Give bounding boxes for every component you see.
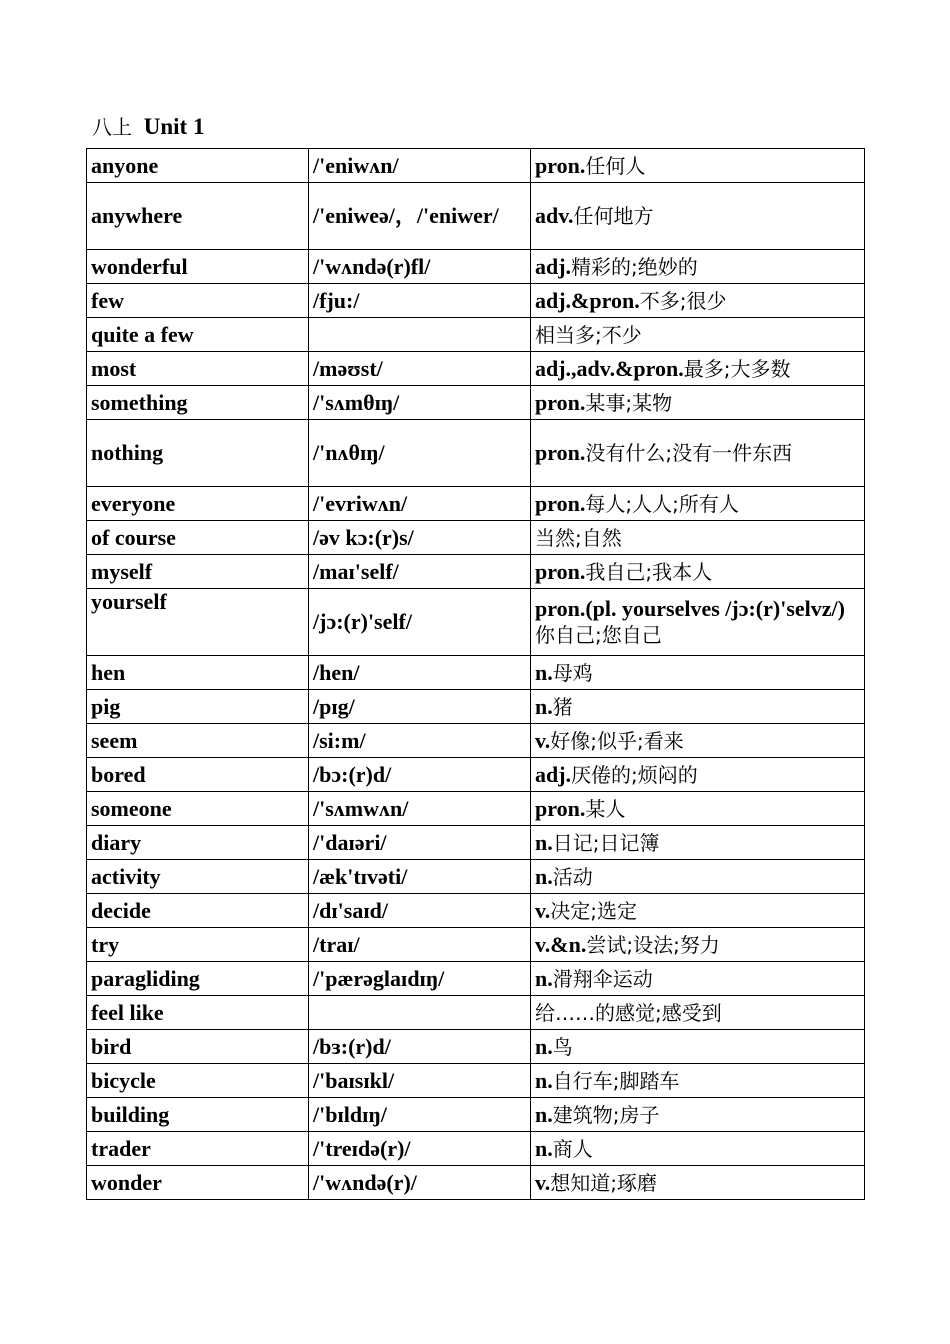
vocab-phonetic: /'eniweə/，/'eniwer/ [309, 183, 531, 250]
vocab-meaning [531, 555, 865, 589]
vocab-meaning [531, 928, 865, 962]
vocab-part-of-speech: n. [535, 965, 553, 991]
vocabulary-table [86, 148, 865, 1200]
vocab-row [87, 724, 865, 758]
vocab-meaning [531, 1098, 865, 1132]
vocab-row [87, 894, 865, 928]
vocab-phonetic: /'nʌθɪŋ/ [309, 420, 531, 487]
vocab-phonetic: /'baɪsɪkl/ [309, 1064, 531, 1098]
vocab-meaning [531, 724, 865, 758]
vocab-part-of-speech: n. [535, 1135, 553, 1161]
vocab-chinese-meaning: 任何地方 [573, 204, 654, 228]
vocab-word: myself [87, 555, 309, 589]
vocab-word: few [87, 284, 309, 318]
vocab-chinese-meaning: 自行车;脚踏车 [552, 1068, 680, 1093]
vocab-phonetic: /bɜ:(r)d/ [309, 1030, 531, 1064]
vocabulary-table-body [87, 149, 865, 1200]
vocab-phonetic: /'sʌmwʌn/ [309, 792, 531, 826]
vocab-part-of-speech: v. [535, 1169, 551, 1195]
vocab-word: someone [87, 792, 309, 826]
vocab-chinese-meaning: 最多;大多数 [683, 356, 791, 381]
vocab-word: anywhere [87, 183, 309, 250]
vocab-part-of-speech: pron. [535, 490, 586, 516]
vocab-phonetic: /'sʌmθɪŋ/ [309, 386, 531, 420]
vocab-word: decide [87, 894, 309, 928]
vocab-part-of-speech: pron. [535, 795, 586, 821]
vocab-word: trader [87, 1132, 309, 1166]
vocab-meaning [531, 1030, 865, 1064]
vocab-word: paragliding [87, 962, 309, 996]
vocab-phonetic: /'treɪdə(r)/ [309, 1132, 531, 1166]
vocab-phonetic: /'wʌndə(r)fl/ [309, 250, 531, 284]
vocab-word: wonder [87, 1166, 309, 1200]
vocab-row [87, 487, 865, 521]
vocab-word: seem [87, 724, 309, 758]
vocab-chinese-meaning: 母鸡 [552, 660, 593, 685]
vocab-row [87, 928, 865, 962]
vocab-row [87, 996, 865, 1030]
vocab-part-of-speech: n. [535, 829, 553, 855]
vocab-part-of-speech: n. [535, 659, 553, 685]
vocab-meaning [531, 487, 865, 521]
vocab-part-of-speech: pron. [535, 558, 586, 584]
vocab-word: try [87, 928, 309, 962]
vocab-word: hen [87, 656, 309, 690]
vocab-chinese-meaning: 商人 [552, 1136, 593, 1161]
vocab-row [87, 589, 865, 656]
vocab-phonetic: /bɔ:(r)d/ [309, 758, 531, 792]
vocab-row [87, 1064, 865, 1098]
vocab-chinese-meaning: 尝试;设法;努力 [586, 932, 720, 957]
vocab-part-of-speech: pron. [535, 152, 586, 178]
vocab-row [87, 352, 865, 386]
vocab-word: bird [87, 1030, 309, 1064]
vocab-row [87, 690, 865, 724]
vocab-row [87, 420, 865, 487]
vocab-part-of-speech: v.&n. [535, 931, 587, 957]
vocab-phonetic: /hen/ [309, 656, 531, 690]
vocab-part-of-speech: v. [535, 897, 551, 923]
vocab-meaning [531, 962, 865, 996]
vocab-chinese-meaning: 没有什么;没有一件东西 [585, 441, 793, 465]
vocab-phonetic: /pɪg/ [309, 690, 531, 724]
vocab-word: bicycle [87, 1064, 309, 1098]
vocab-chinese-meaning: 相当多;不少 [535, 322, 642, 347]
vocab-row [87, 149, 865, 183]
vocab-phonetic: /əv kɔ:(r)s/ [309, 521, 531, 555]
vocab-chinese-meaning: 我自己;我本人 [585, 559, 713, 584]
vocab-row [87, 656, 865, 690]
vocab-phonetic: /'pærəglaɪdɪŋ/ [309, 962, 531, 996]
vocab-meaning [531, 1132, 865, 1166]
vocab-meaning [531, 656, 865, 690]
page-heading [92, 112, 204, 142]
vocab-part-of-speech: adj. [535, 761, 572, 787]
vocab-chinese-meaning: 厌倦的;烦闷的 [571, 762, 698, 787]
vocab-meaning [531, 826, 865, 860]
vocab-meaning [531, 1064, 865, 1098]
vocab-phonetic: /jɔ:(r)'self/ [309, 589, 531, 656]
vocab-row [87, 1098, 865, 1132]
vocab-word: anyone [87, 149, 309, 183]
vocab-meaning [531, 250, 865, 284]
vocab-chinese-meaning: 任何人 [585, 153, 646, 178]
vocab-row [87, 1166, 865, 1200]
vocab-phonetic: /fju:/ [309, 284, 531, 318]
vocab-word: most [87, 352, 309, 386]
vocab-word: everyone [87, 487, 309, 521]
vocab-meaning [531, 690, 865, 724]
vocab-phonetic [309, 996, 531, 1030]
vocab-part-of-speech: adj.,adv.&pron. [535, 355, 684, 381]
vocab-phonetic: /'wʌndə(r)/ [309, 1166, 531, 1200]
vocab-word: feel like [87, 996, 309, 1030]
vocab-row [87, 183, 865, 250]
vocab-part-of-speech: pron.(pl. yourselves /jɔ:(r)'selvz/) [535, 596, 845, 621]
vocab-word: something [87, 386, 309, 420]
vocab-chinese-meaning: 建筑物;房子 [552, 1102, 660, 1127]
vocab-word: nothing [87, 420, 309, 487]
vocab-phonetic: /dɪ'saɪd/ [309, 894, 531, 928]
vocab-phonetic: /traɪ/ [309, 928, 531, 962]
vocab-phonetic: /æk'tɪvəti/ [309, 860, 531, 894]
vocab-chinese-meaning: 每人;人人;所有人 [585, 491, 739, 516]
vocab-meaning [531, 149, 865, 183]
vocab-chinese-meaning: 好像;似乎;看来 [550, 728, 684, 753]
vocab-row [87, 555, 865, 589]
vocab-part-of-speech: pron. [535, 389, 586, 415]
vocab-meaning [531, 420, 865, 487]
vocab-meaning [531, 589, 865, 656]
vocab-row [87, 386, 865, 420]
vocab-phonetic: /'evriwʌn/ [309, 487, 531, 521]
vocab-word: diary [87, 826, 309, 860]
vocab-meaning [531, 352, 865, 386]
vocab-meaning [531, 386, 865, 420]
vocab-chinese-meaning: 当然;自然 [535, 525, 622, 550]
vocab-row [87, 318, 865, 352]
vocab-row [87, 1030, 865, 1064]
vocab-phonetic: /'eniwʌn/ [309, 149, 531, 183]
vocab-meaning [531, 996, 865, 1030]
heading-unit: Unit 1 [143, 114, 205, 139]
vocab-row [87, 962, 865, 996]
vocab-chinese-meaning: 鸟 [552, 1034, 573, 1059]
vocab-meaning [531, 792, 865, 826]
vocab-meaning [531, 860, 865, 894]
vocab-phonetic: /məʊst/ [309, 352, 531, 386]
vocab-phonetic: /'daɪəri/ [309, 826, 531, 860]
vocab-part-of-speech: adv. [535, 203, 574, 228]
vocab-meaning [531, 1166, 865, 1200]
vocab-meaning [531, 318, 865, 352]
vocab-meaning [531, 521, 865, 555]
vocab-word: quite a few [87, 318, 309, 352]
vocab-part-of-speech: adj.&pron. [535, 287, 640, 313]
vocab-part-of-speech: adj. [535, 253, 572, 279]
vocab-row [87, 826, 865, 860]
vocab-chinese-meaning: 给……的感觉;感受到 [535, 1000, 722, 1025]
vocab-part-of-speech: n. [535, 693, 553, 719]
vocab-phonetic: /'bɪldɪŋ/ [309, 1098, 531, 1132]
vocab-meaning [531, 758, 865, 792]
vocab-chinese-meaning: 不多;很少 [639, 288, 727, 313]
vocab-phonetic: /maɪ'self/ [309, 555, 531, 589]
vocab-word: wonderful [87, 250, 309, 284]
heading-grade: 八上 [92, 115, 132, 139]
vocab-chinese-meaning: 你自己;您自己 [535, 623, 662, 647]
vocab-row [87, 521, 865, 555]
vocab-part-of-speech: pron. [535, 440, 586, 465]
vocab-part-of-speech: v. [535, 727, 551, 753]
vocab-word: building [87, 1098, 309, 1132]
vocab-part-of-speech: n. [535, 863, 553, 889]
vocab-row [87, 860, 865, 894]
vocab-word: bored [87, 758, 309, 792]
vocab-word: of course [87, 521, 309, 555]
vocab-part-of-speech: n. [535, 1033, 553, 1059]
vocab-word: activity [87, 860, 309, 894]
vocab-chinese-meaning: 想知道;琢磨 [550, 1170, 658, 1195]
vocab-chinese-meaning: 某事;某物 [585, 390, 673, 415]
vocab-chinese-meaning: 精彩的;绝妙的 [571, 254, 698, 279]
vocab-chinese-meaning: 猪 [552, 694, 573, 719]
vocab-row [87, 1132, 865, 1166]
vocab-meaning [531, 894, 865, 928]
vocab-phonetic [309, 318, 531, 352]
vocab-word: yourself [87, 589, 309, 656]
vocab-part-of-speech: n. [535, 1101, 553, 1127]
vocab-chinese-meaning: 决定;选定 [550, 898, 638, 923]
vocab-word: pig [87, 690, 309, 724]
vocab-row [87, 250, 865, 284]
vocab-meaning [531, 284, 865, 318]
vocab-chinese-meaning: 活动 [552, 864, 593, 889]
vocab-part-of-speech: n. [535, 1067, 553, 1093]
vocab-row [87, 284, 865, 318]
vocab-chinese-meaning: 滑翔伞运动 [552, 966, 653, 991]
vocab-phonetic: /si:m/ [309, 724, 531, 758]
vocab-row [87, 758, 865, 792]
vocab-chinese-meaning: 日记;日记簿 [552, 830, 660, 855]
vocab-row [87, 792, 865, 826]
vocab-chinese-meaning: 某人 [585, 796, 626, 821]
vocab-meaning [531, 183, 865, 250]
